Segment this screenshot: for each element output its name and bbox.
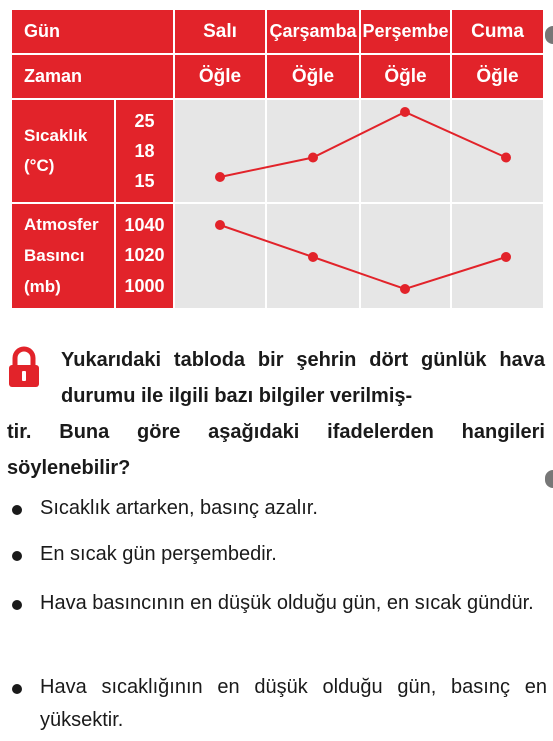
series-line-temperature	[220, 112, 506, 177]
day-header-persembe: Perşembe	[361, 10, 450, 53]
bullet-icon	[12, 551, 22, 561]
time-cell-4: Öğle	[452, 55, 543, 98]
series-line-pressure	[220, 225, 506, 289]
days-header: Gün	[12, 10, 173, 53]
question-line-1: Yukarıdaki tabloda bir şehrin dört günlük hava durumu ile ilgili bazı bilgiler verilmiş-	[61, 349, 545, 407]
temperature-point-1	[215, 172, 225, 182]
option-item-1	[12, 492, 547, 525]
option-text-4: Hava sıcaklığının en düşük olduğu gün, basınç en yüksektir.	[40, 676, 547, 731]
option-item-2	[12, 538, 547, 571]
temperature-tick-25: 25	[134, 110, 155, 131]
bullet-icon	[12, 600, 22, 610]
bullet-icon	[12, 684, 22, 694]
time-cell-2: Öğle	[267, 55, 359, 98]
temperature-tick-15: 15	[134, 170, 155, 191]
option-text-3: Hava basıncının en düşük olduğu gün, en sıcak gündür.	[40, 592, 534, 614]
pressure-point-3	[400, 284, 410, 294]
question-text	[7, 342, 545, 486]
temperature-label: Sıcaklık	[24, 126, 88, 145]
pressure-point-1	[215, 220, 225, 230]
pressure-tick-1000: 1000	[124, 276, 165, 297]
day-header-sali: Salı	[175, 10, 265, 53]
pressure-point-2	[308, 252, 318, 262]
day-header-cuma: Cuma	[452, 10, 543, 53]
option-item-4	[12, 671, 547, 737]
pressure-unit: (mb)	[24, 276, 61, 296]
option-text-1: Sıcaklık artarken, basınç azalır.	[40, 497, 318, 519]
time-header: Zaman	[12, 55, 173, 98]
temperature-point-4	[501, 153, 511, 163]
option-text-2: En sıcak gün perşembedir.	[40, 543, 277, 565]
temperature-tick-18: 18	[134, 140, 155, 161]
page-edge-icon	[545, 26, 553, 44]
pressure-label-1: Atmosfer	[24, 215, 99, 235]
pressure-tick-1020: 1020	[124, 245, 165, 266]
time-cell-3: Öğle	[361, 55, 450, 98]
line-charts	[0, 0, 553, 320]
pressure-tick-1040: 1040	[124, 214, 165, 235]
temperature-point-2	[308, 153, 318, 163]
option-item-3	[12, 587, 547, 620]
pressure-point-4	[501, 252, 511, 262]
time-cell-1: Öğle	[175, 55, 265, 98]
temperature-point-3	[400, 107, 410, 117]
temperature-unit: (°C)	[24, 156, 55, 175]
pressure-label-2: Basıncı	[24, 245, 85, 265]
question-line-2: tir. Buna göre aşağıdaki ifadelerden hangileri söylenebilir?	[7, 421, 545, 479]
page-edge-icon	[545, 470, 553, 488]
bullet-icon	[12, 505, 22, 515]
day-header-carsamba: Çarşamba	[267, 10, 359, 53]
